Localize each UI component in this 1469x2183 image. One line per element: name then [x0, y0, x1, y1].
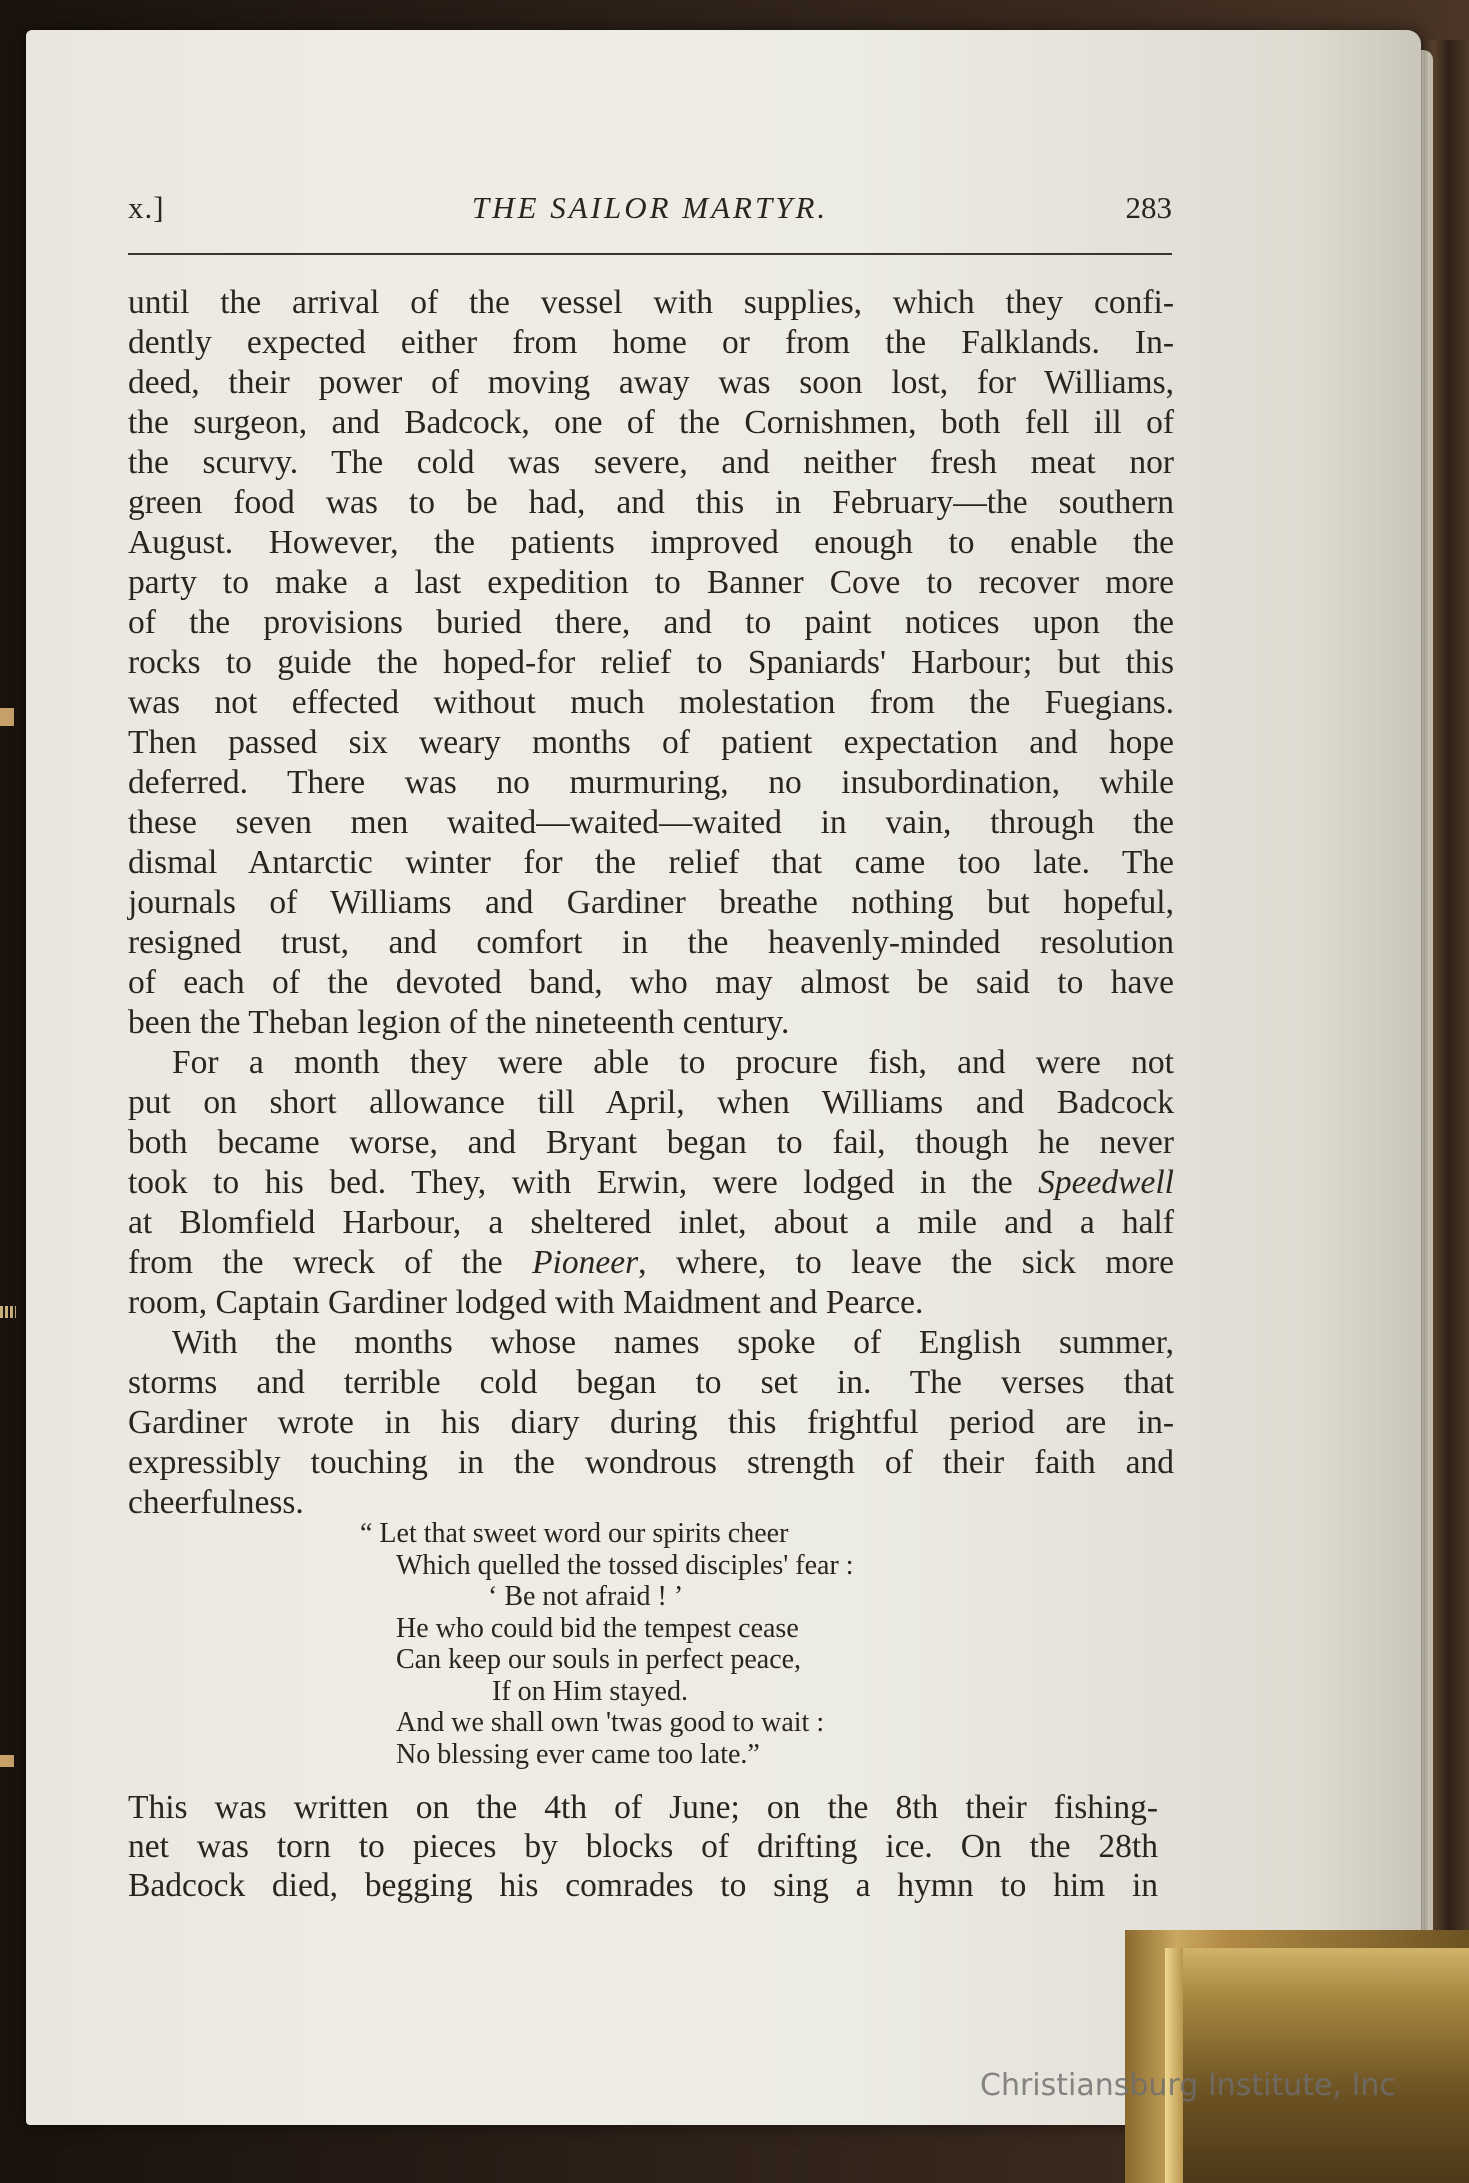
text-line: deferred. There was no murmuring, no insubordination, while — [128, 764, 1174, 801]
closing-paragraph — [128, 1788, 1158, 1905]
ship-name-pioneer: Pioneer — [532, 1244, 639, 1281]
text-line: room, Captain Gardiner lodged with Maidment and Pearce. — [128, 1284, 924, 1321]
brass-weight-edge — [1165, 1948, 1183, 2183]
text-line: these seven men waited—waited—waited in vain, through the — [128, 804, 1174, 841]
text-line: dently expected either from home or from the Falklands. In- — [128, 324, 1174, 361]
ship-name-speedwell: Speedwell — [1038, 1164, 1174, 1201]
running-head — [128, 190, 1172, 240]
text-line: the surgeon, and Badcock, one of the Cornishmen, both fell ill of — [128, 404, 1174, 441]
verse-line: He who could bid the tempest cease — [396, 1612, 799, 1644]
left-margin-tab — [0, 1755, 14, 1767]
text-line: dismal Antarctic winter for the relief that came too late. The — [128, 844, 1174, 881]
verse-line: No blessing ever came too late.” — [396, 1738, 760, 1770]
text-line: Gardiner wrote in his diary during this frightful period are in- — [128, 1404, 1174, 1441]
verse-line: And we shall own 'twas good to wait : — [396, 1707, 825, 1738]
brass-weight-top — [1165, 1948, 1469, 2183]
body-text — [128, 283, 1174, 1523]
text-line: net was torn to pieces by blocks of drifting ice. On the 28th — [128, 1828, 1158, 1865]
text-line: Then passed six weary months of patient expectation and hope — [128, 724, 1174, 761]
text-line: For a month they were able to procure fish, and were not — [172, 1044, 1174, 1081]
left-margin-tab — [0, 708, 14, 726]
text-fragment: from the wreck of the — [128, 1244, 533, 1281]
verse-line: “ Let that sweet word our spirits cheer — [360, 1518, 789, 1549]
verse-line: If on Him stayed. — [492, 1675, 688, 1707]
text-line: resigned trust, and comfort in the heavenly-minded resolution — [128, 924, 1174, 961]
text-line: cheerfulness. — [128, 1484, 304, 1521]
text-line: journals of Williams and Gardiner breathe nothing but hopeful, — [128, 884, 1174, 921]
text-line: party to make a last expedition to Banner Cove to recover more — [128, 564, 1174, 601]
text-line: at Blomfield Harbour, a sheltered inlet, about a mile and a half — [128, 1204, 1174, 1241]
page-number: 283 — [1125, 190, 1172, 225]
text-line: expressibly touching in the wondrous strength of their faith and — [128, 1444, 1174, 1481]
text-line — [128, 1163, 1174, 1203]
text-line: This was written on the 4th of June; on the 8th their fishing- — [128, 1789, 1158, 1826]
text-fragment: took to his bed. They, with Erwin, were lodged in the — [128, 1164, 1039, 1201]
running-title: THE SAILOR MARTYR. — [471, 190, 829, 225]
verse-line: Can keep our souls in perfect peace, — [396, 1644, 802, 1675]
text-line: storms and terrible cold began to set in. The verses that — [128, 1364, 1174, 1401]
text-line: was not effected without much molestation from the Fuegians. — [128, 684, 1174, 721]
header-rule — [128, 253, 1172, 255]
verse-line: Which quelled the tossed disciples' fear : — [396, 1549, 854, 1581]
text-line: rocks to guide the hoped-for relief to Spaniards' Harbour; but this — [128, 644, 1174, 681]
verse-block — [360, 1518, 854, 1770]
text-line: With the months whose names spoke of English summer, — [172, 1324, 1174, 1361]
text-line: of the provisions buried there, and to paint notices upon the — [128, 604, 1174, 641]
text-line: Badcock died, begging his comrades to sing a hymn to him in — [128, 1867, 1158, 1904]
text-line: the scurvy. The cold was severe, and neither fresh meat nor — [128, 444, 1174, 481]
text-line: deed, their power of moving away was soon lost, for Williams, — [128, 364, 1174, 401]
text-line: of each of the devoted band, who may almost be said to have — [128, 964, 1174, 1001]
chapter-marker: x.] — [128, 190, 165, 225]
watermark: Christiansburg Institute, Inc — [980, 2068, 1396, 2103]
text-line: August. However, the patients improved enough to enable the — [128, 524, 1174, 561]
verse-line: ‘ Be not afraid ! ’ — [488, 1581, 684, 1612]
text-line — [128, 1243, 1174, 1283]
text-line: both became worse, and Bryant began to fail, though he never — [128, 1124, 1174, 1161]
text-fragment: , where, to leave the sick more — [638, 1244, 1175, 1281]
text-line: green food was to be had, and this in February—the southern — [128, 484, 1174, 521]
margin-mark — [0, 1306, 16, 1318]
text-line: put on short allowance till April, when Williams and Badcock — [128, 1084, 1174, 1121]
brass-page-weight — [1125, 1930, 1469, 2183]
text-line: been the Theban legion of the nineteenth century. — [128, 1004, 790, 1041]
text-line: until the arrival of the vessel with supplies, which they confi- — [128, 284, 1174, 321]
